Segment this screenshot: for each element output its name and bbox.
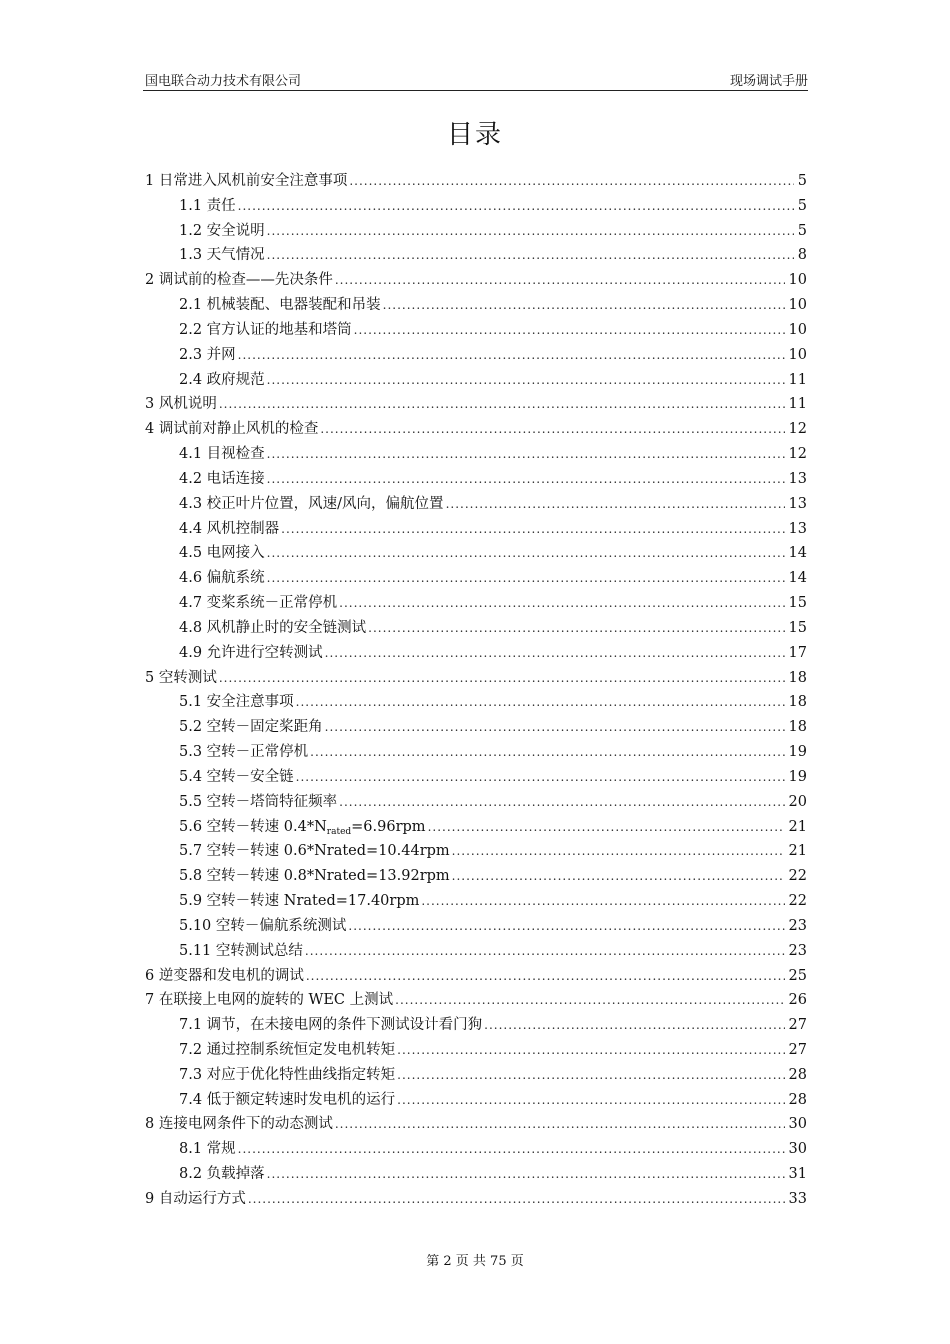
toc-entry-label: 4.3 校正叶片位置，风速/风向，偏航位置	[179, 495, 444, 512]
toc-entry[interactable]	[145, 1162, 807, 1187]
toc-page-number: 28	[788, 1091, 807, 1108]
dot-leader	[421, 889, 784, 914]
toc-page-number: 19	[788, 768, 807, 785]
dot-leader	[383, 293, 785, 318]
toc-entry[interactable]	[145, 343, 807, 368]
toc-entry-label: 4.6 偏航系统	[179, 570, 265, 587]
toc-entry[interactable]	[145, 815, 807, 840]
toc-entry[interactable]	[145, 368, 807, 393]
toc-entry[interactable]	[145, 318, 807, 343]
dot-leader	[339, 591, 784, 616]
toc-page-number: 22	[788, 893, 807, 910]
dot-leader	[397, 1088, 784, 1113]
toc-entry[interactable]	[145, 864, 807, 889]
dot-leader	[446, 492, 785, 517]
toc-entry[interactable]	[145, 690, 807, 715]
toc-entry-label: 5.6 空转－转速 $0.4*N_{rated}=6.96rpm$	[179, 818, 426, 837]
toc-entry-label: 1.2 安全说明	[179, 222, 265, 239]
dot-leader	[267, 541, 785, 566]
toc-page-number: 18	[788, 669, 807, 686]
toc-entry[interactable]	[145, 790, 807, 815]
toc-entry[interactable]	[145, 219, 807, 244]
toc-entry[interactable]	[145, 988, 807, 1013]
toc-page-number: 22	[788, 868, 807, 885]
toc-entry-label: 7.2 通过控制系统恒定发电机转矩	[179, 1041, 396, 1058]
toc-entry[interactable]	[145, 417, 807, 442]
toc-page-number: 15	[788, 619, 807, 636]
toc-page-number: 14	[788, 570, 807, 587]
header-manual-title: 现场调试手册	[729, 74, 808, 89]
toc-page-number: 10	[788, 297, 807, 314]
toc-entry-label: 5.5 空转－塔筒特征频率	[179, 793, 338, 810]
toc-page-number: 23	[788, 942, 807, 959]
toc-entry-label: 2 调试前的检查——先决条件	[145, 272, 333, 289]
toc-page-number: 21	[788, 843, 807, 860]
toc-entry-label: 2.3 并网	[179, 346, 236, 363]
toc-entry-label: 1 日常进入风机前安全注意事项	[145, 173, 348, 189]
subscript: rated	[326, 826, 352, 837]
toc-entry-label: 4.8 风机静止时的安全链测试	[179, 619, 367, 636]
toc-page-number: 28	[788, 1066, 807, 1083]
toc-entry[interactable]	[145, 666, 807, 691]
toc-entry-label: 9 自动运行方式	[145, 1190, 246, 1207]
toc-page-number: 20	[788, 793, 807, 810]
dot-leader	[267, 243, 794, 268]
toc-entry[interactable]	[145, 641, 807, 666]
toc-entry-label: 5.9 空转－转速 Nrated=17.40rpm	[179, 893, 420, 910]
toc-page-number: 30	[788, 1116, 807, 1133]
dot-leader	[452, 839, 785, 864]
page-header	[143, 70, 808, 91]
toc-page-number: 13	[788, 495, 807, 512]
dot-leader	[306, 964, 785, 989]
toc-page-number: 10	[788, 321, 807, 338]
toc-entry-label: 5.8 空转－转速 0.8*Nrated=13.92rpm	[179, 868, 450, 885]
dot-leader	[238, 1137, 785, 1162]
dot-leader	[349, 169, 793, 194]
toc-page-number: 10	[788, 272, 807, 289]
dot-leader	[484, 1013, 784, 1038]
toc-entry[interactable]	[145, 392, 807, 417]
dot-leader	[335, 268, 785, 293]
toc-entry[interactable]	[145, 740, 807, 765]
toc-page-number: 5	[797, 173, 807, 189]
toc-entry-label: 8 连接电网条件下的动态测试	[145, 1116, 333, 1133]
toc-page-number: 21	[788, 818, 807, 835]
toc-entry-label: 5.3 空转－正常停机	[179, 744, 309, 761]
dot-leader	[310, 740, 784, 765]
toc-entry-label: 8.1 常规	[179, 1141, 236, 1158]
toc-entry-label: 5.1 安全注意事项	[179, 694, 294, 711]
toc-entry[interactable]	[145, 1088, 807, 1113]
toc-entry[interactable]	[145, 1063, 807, 1088]
dot-leader	[267, 467, 785, 492]
toc-entry-label: 4.9 允许进行空转测试	[179, 644, 323, 661]
toc-page-number: 10	[788, 346, 807, 363]
dot-leader	[428, 815, 785, 840]
toc-page-number: 11	[788, 371, 807, 388]
toc-entry[interactable]	[145, 1112, 807, 1137]
toc-entry[interactable]	[145, 517, 807, 542]
toc-entry[interactable]	[145, 1187, 807, 1212]
dot-leader	[219, 392, 785, 417]
toc-page-number: 27	[788, 1017, 807, 1034]
dot-leader	[320, 417, 784, 442]
toc-entry-label: 4.5 电网接入	[179, 545, 265, 562]
toc-entry[interactable]	[145, 964, 807, 989]
toc-entry-label: 2.2 官方认证的地基和塔筒	[179, 321, 352, 338]
toc-entry[interactable]	[145, 467, 807, 492]
toc-entry[interactable]	[145, 715, 807, 740]
toc-entry-label: 5.2 空转－固定桨距角	[179, 719, 323, 736]
dot-leader	[397, 1038, 784, 1063]
toc-page-number: 30	[788, 1141, 807, 1158]
toc-page-number: 23	[788, 917, 807, 934]
toc-page-number: 25	[788, 967, 807, 984]
dot-leader	[267, 442, 785, 467]
toc-page-number: 26	[788, 992, 807, 1009]
toc-entry[interactable]	[145, 492, 807, 517]
dot-leader	[339, 790, 784, 815]
toc-entry-label: 5 空转测试	[145, 669, 217, 686]
toc-page-number: 15	[788, 595, 807, 612]
dot-leader	[219, 666, 785, 691]
dot-leader	[305, 939, 785, 964]
dot-leader	[397, 1063, 784, 1088]
toc-entry-label: 5.10 空转－偏航系统测试	[179, 917, 347, 934]
toc-entry[interactable]	[145, 839, 807, 864]
toc-entry-label: 1.1 责任	[179, 197, 236, 214]
dot-leader	[325, 641, 785, 666]
dot-leader	[248, 1187, 785, 1212]
toc-entry-label: 7 在联接上电网的旋转的 WEC 上测试	[145, 992, 394, 1009]
toc-entry-label: 5.11 空转测试总结	[179, 942, 303, 959]
dot-leader	[325, 715, 785, 740]
dot-leader	[335, 1112, 785, 1137]
toc-entry-label: 4 调试前对静止风机的检查	[145, 421, 319, 438]
page-title: 目录	[446, 120, 503, 150]
toc-entry[interactable]	[145, 889, 807, 914]
toc-entry-label: 6 逆变器和发电机的调试	[145, 967, 304, 984]
toc-entry[interactable]	[145, 169, 807, 194]
toc-page-number: 5	[797, 197, 807, 214]
dot-leader	[354, 318, 785, 343]
dot-leader	[368, 616, 784, 641]
toc-entry-label: 4.1 目视检查	[179, 446, 265, 463]
toc-page-number: 31	[788, 1166, 807, 1183]
toc-entry[interactable]	[145, 243, 807, 268]
toc-entry-label: 4.2 电话连接	[179, 470, 265, 487]
header-company: 国电联合动力技术有限公司	[145, 74, 302, 89]
dot-leader	[281, 517, 784, 542]
toc-page-number: 12	[788, 446, 807, 463]
toc-entry[interactable]	[145, 268, 807, 293]
dot-leader	[296, 765, 785, 790]
toc-page-number: 8	[797, 247, 807, 264]
toc-entry[interactable]	[145, 591, 807, 616]
dot-leader	[348, 914, 784, 939]
page-footer: 第 2 页 共 75 页	[426, 1254, 524, 1269]
toc-entry-label: 3 风机说明	[145, 396, 217, 413]
toc-entry[interactable]	[145, 293, 807, 318]
toc-entry[interactable]	[145, 1137, 807, 1162]
toc-entry[interactable]	[145, 939, 807, 964]
toc-entry[interactable]	[145, 1038, 807, 1063]
toc-page-number: 19	[788, 744, 807, 761]
toc-page-number: 27	[788, 1041, 807, 1058]
toc-entry[interactable]	[145, 541, 807, 566]
toc-entry-label: 2.4 政府规范	[179, 371, 265, 388]
dot-leader	[267, 219, 794, 244]
toc-page-number: 12	[788, 421, 807, 438]
toc-entry[interactable]	[145, 566, 807, 591]
toc-entry-label: 5.4 空转－安全链	[179, 768, 294, 785]
toc-page-number: 13	[788, 520, 807, 537]
dot-leader	[395, 988, 784, 1013]
dot-leader	[267, 1162, 785, 1187]
toc-entry[interactable]	[145, 442, 807, 467]
toc-page-number: 14	[788, 545, 807, 562]
toc-page-number: 5	[797, 222, 807, 239]
toc-page-number: 33	[788, 1190, 807, 1207]
toc-entry-label: 2.1 机械装配、电器装配和吊装	[179, 297, 381, 314]
dot-leader	[452, 864, 785, 889]
toc-entry-label: 4.4 风机控制器	[179, 520, 280, 537]
toc-entry[interactable]	[145, 765, 807, 790]
toc-entry[interactable]	[145, 914, 807, 939]
toc-entry-label: 1.3 天气情况	[179, 247, 265, 264]
toc-page-number: 11	[788, 396, 807, 413]
toc-page-number: 18	[788, 694, 807, 711]
toc-entry-label: 5.7 空转－转速 0.6*Nrated=10.44rpm	[179, 843, 450, 860]
toc-entry-label: 7.1 调节，在未接电网的条件下测试设计看门狗	[179, 1017, 483, 1034]
dot-leader	[267, 368, 785, 393]
toc-page-number: 13	[788, 470, 807, 487]
dot-leader	[267, 566, 785, 591]
toc-entry[interactable]	[145, 1013, 807, 1038]
dot-leader	[238, 343, 785, 368]
toc-entry-label: 7.4 低于额定转速时发电机的运行	[179, 1091, 396, 1108]
table-of-contents	[145, 169, 807, 1212]
toc-entry[interactable]	[145, 616, 807, 641]
toc-page-number: 17	[788, 644, 807, 661]
toc-entry[interactable]	[145, 194, 807, 219]
toc-entry-label: 7.3 对应于优化特性曲线指定转矩	[179, 1066, 396, 1083]
toc-page-number: 18	[788, 719, 807, 736]
toc-entry-label: 8.2 负载掉落	[179, 1166, 265, 1183]
dot-leader	[296, 690, 785, 715]
toc-entry-label: 4.7 变桨系统－正常停机	[179, 595, 338, 612]
dot-leader	[238, 194, 794, 219]
